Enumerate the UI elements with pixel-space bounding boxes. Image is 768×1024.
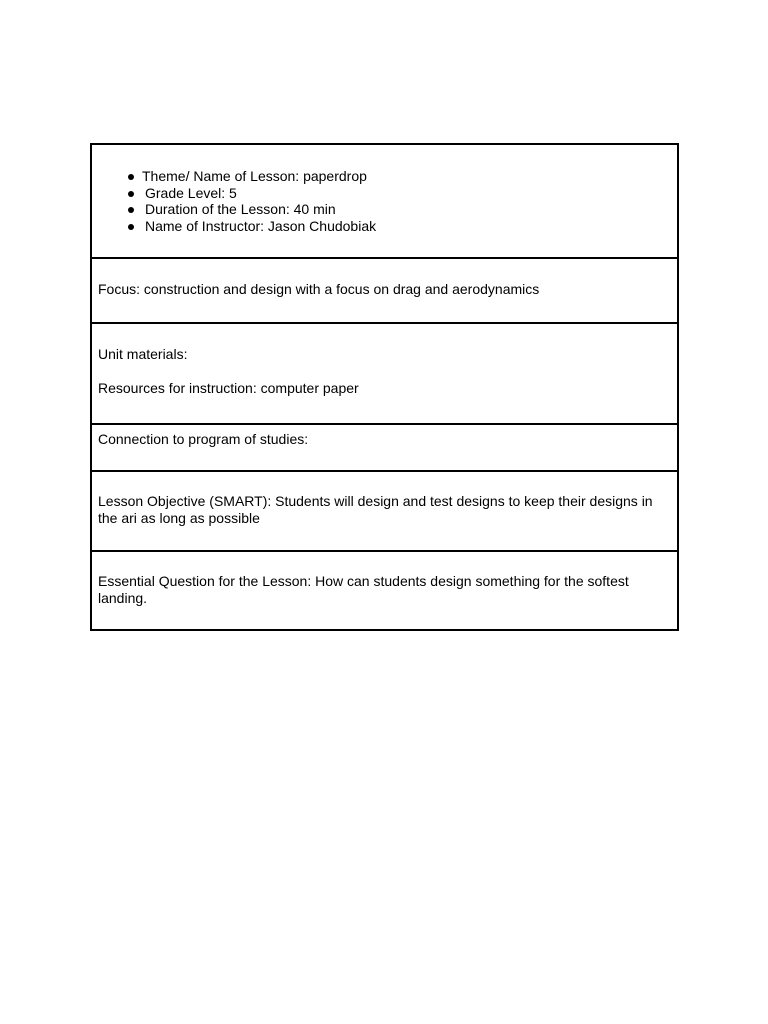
resources-text: Resources for instruction: computer paper [98, 380, 359, 396]
bullet-icon [128, 224, 134, 230]
bullet-icon [128, 174, 134, 180]
focus-text: Focus: construction and design with a focus on drag and aerodynamics [98, 281, 540, 297]
instructor-name: Name of Instructor: Jason Chudobiak [145, 217, 377, 234]
lesson-info-list [98, 168, 671, 234]
objective-text: Lesson Objective (SMART): Students will design and test designs to keep their designs in the ari as long as possible [98, 493, 653, 526]
essential-question-cell [92, 552, 677, 631]
lesson-plan-table [90, 143, 679, 631]
objective-cell [92, 472, 677, 552]
materials-cell [92, 324, 677, 425]
list-item [120, 168, 671, 185]
list-item [120, 218, 671, 235]
lesson-duration: Duration of the Lesson: 40 min [145, 201, 336, 217]
list-item [120, 201, 671, 218]
focus-cell [92, 259, 677, 324]
grade-level: Grade Level: 5 [145, 184, 237, 201]
lesson-info-cell [92, 145, 677, 259]
lesson-theme: Theme/ Name of Lesson: paperdrop [142, 168, 367, 184]
list-item [120, 185, 671, 202]
essential-question-text: Essential Question for the Lesson: How can students design something for the softest landing. [98, 573, 629, 606]
unit-materials-text: Unit materials: [98, 346, 188, 362]
connection-text: Connection to program of studies: [98, 431, 309, 447]
connection-cell [92, 425, 677, 472]
bullet-icon [128, 191, 134, 197]
bullet-icon [128, 207, 134, 213]
